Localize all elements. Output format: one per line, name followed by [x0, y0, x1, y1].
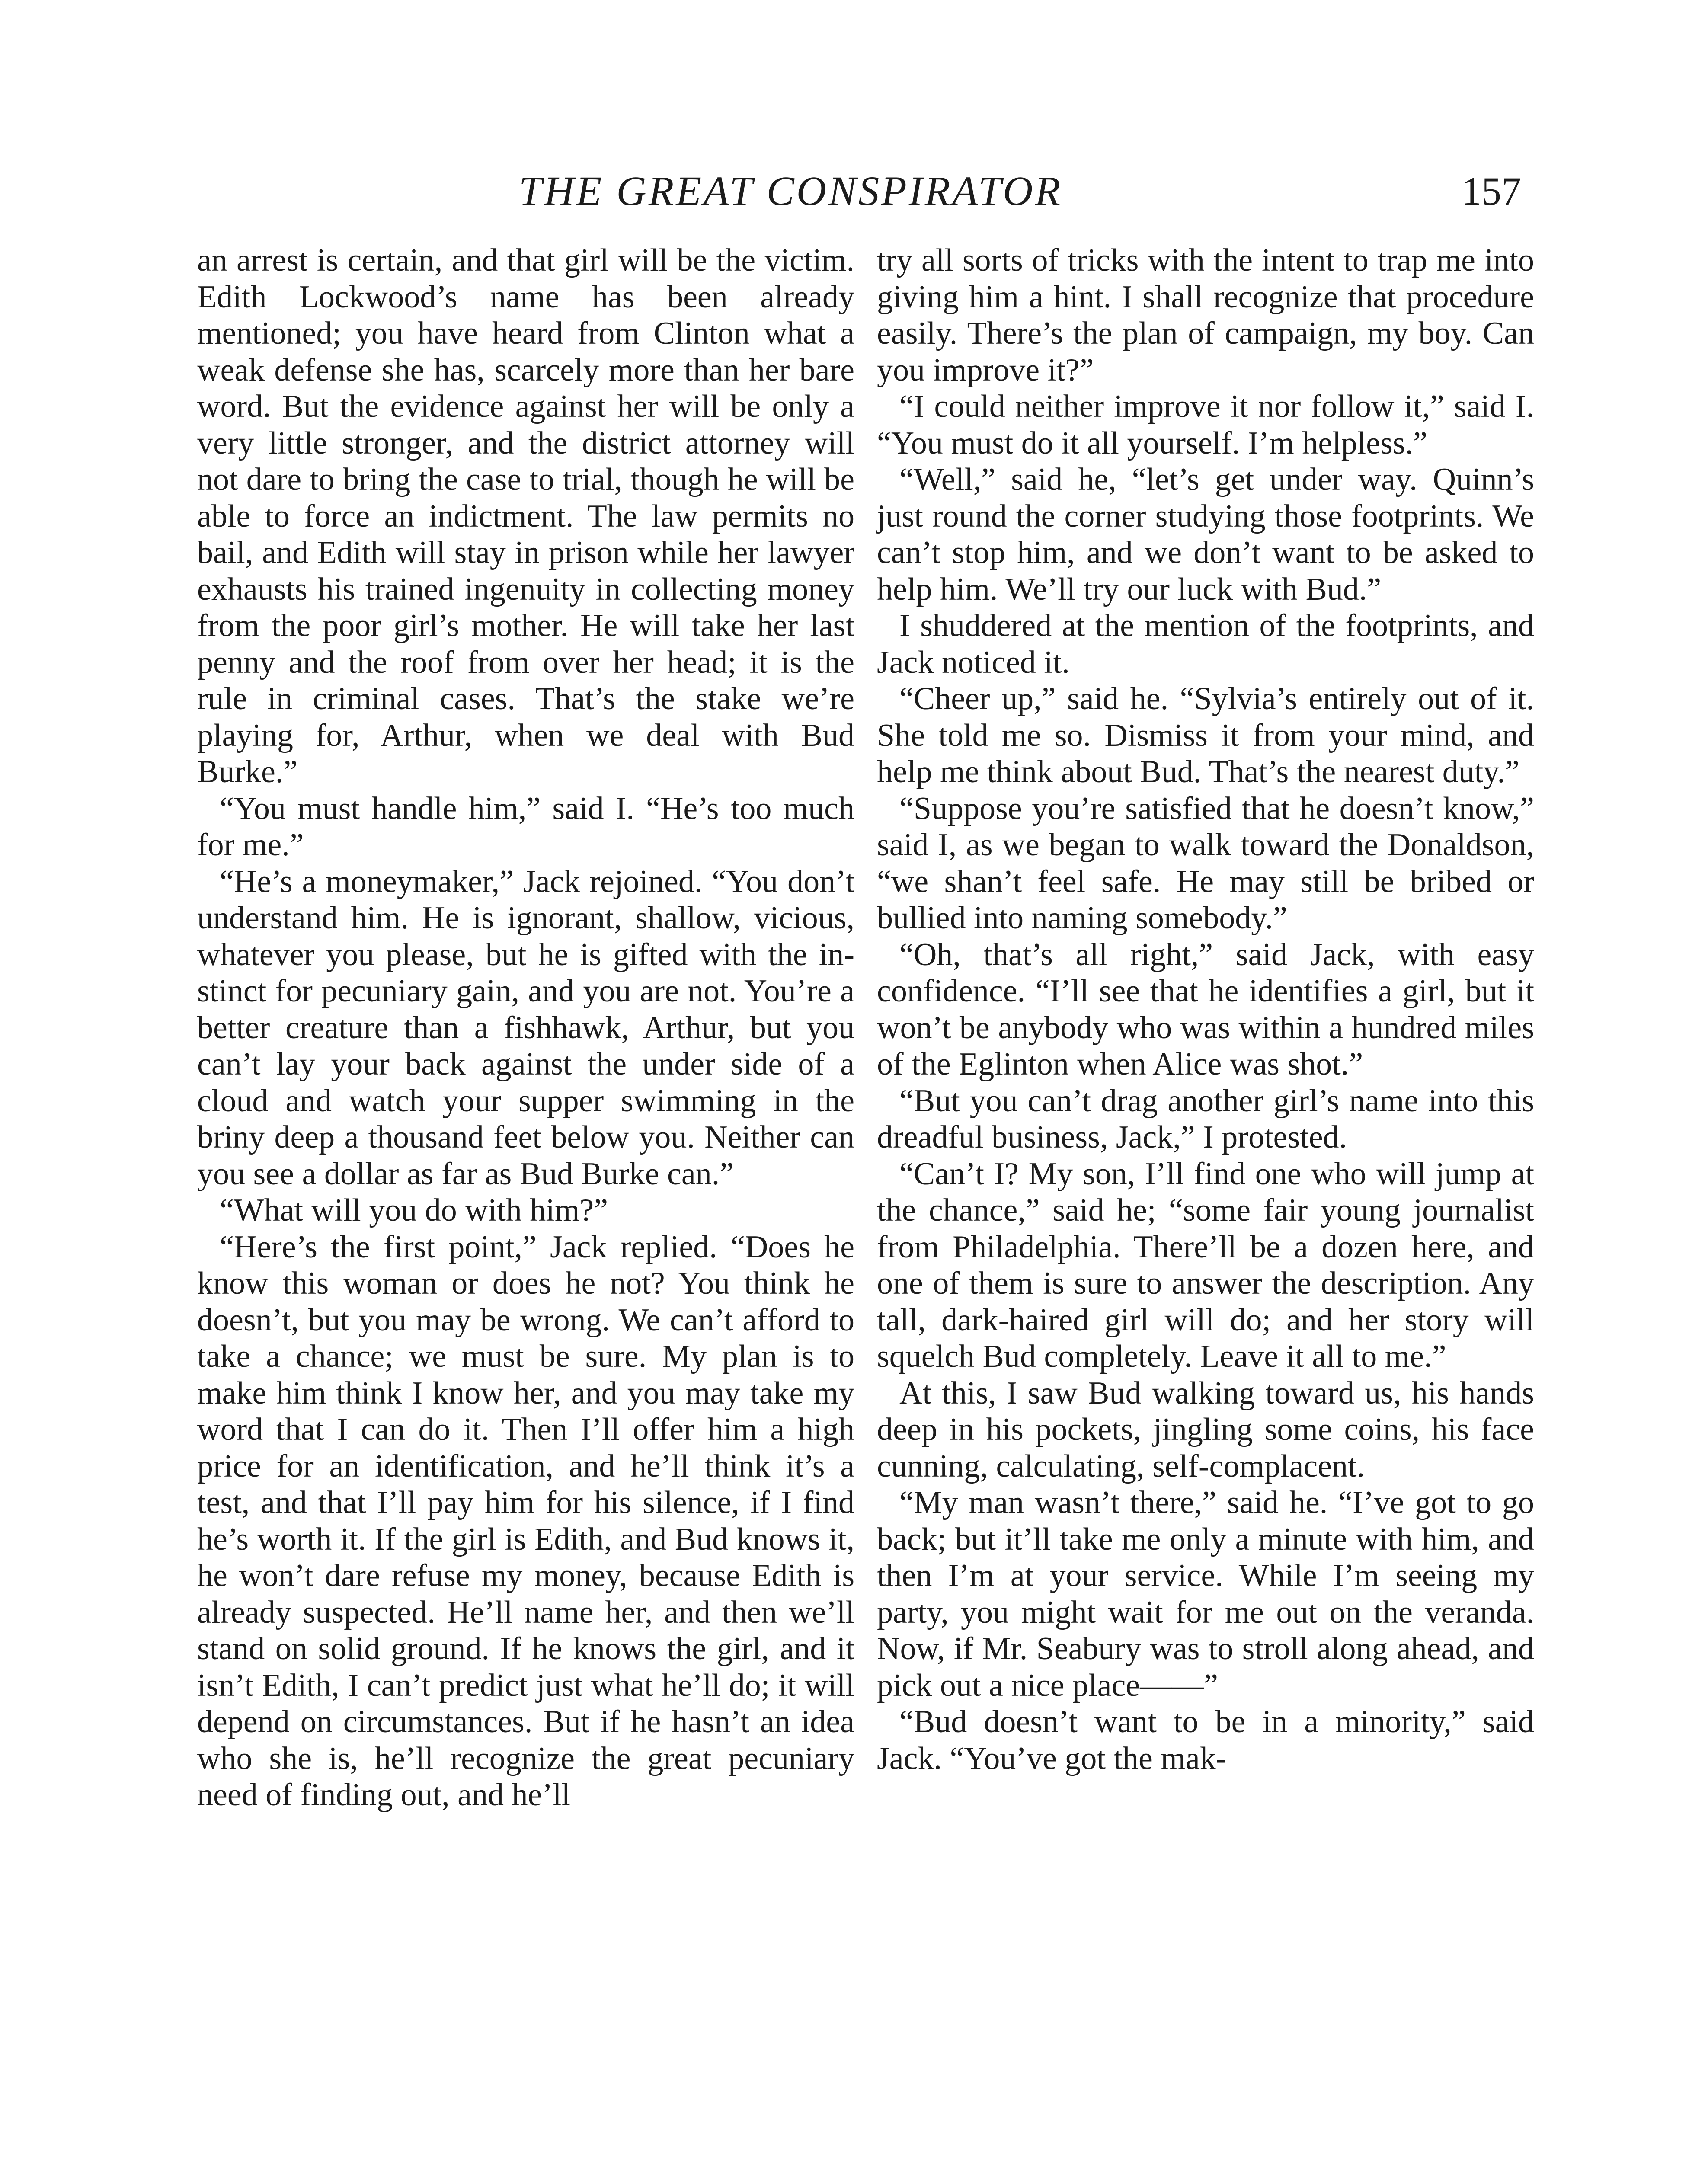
page-number: 157: [1462, 169, 1521, 213]
paragraph: I shuddered at the mention of the footprints, and Jack noticed it.: [877, 608, 1534, 680]
paragraph: “My man wasn’t there,” said he. “I’ve got to go back; but it’ll take me only a minute with him, and then I’m at your service. While I’m seeing my party, you might wait for me out on the veranda. Now, if Mr. Seabury was to stroll along ahead, and pick out a nice place——”: [877, 1485, 1534, 1703]
paragraph: “Here’s the first point,” Jack replied. “Does he know this woman or does he not? You think he doesn’t, but you may be wrong. We can’t afford to take a chance; we must be sure. My plan is to make him think I know her, and you may take my word that I can do it. Then I’ll offer him a high price for an identification, and he’ll think it’s a test, and that I’ll pay him for his silence, if I find he’s worth it. If the girl is Edith, and Bud knows it, he won’t dare refuse my money, because Edith is already suspected. He’ll name her, and then we’ll stand on solid ground. If he knows the girl, and it isn’t Edith, I can’t predict just what he’ll do; it will depend on circumstances. But if he hasn’t an idea who she is, he’ll recognize the great pecuniary need of finding out, and he’ll: [197, 1229, 854, 1813]
running-title: THE GREAT CONSPIRATOR: [519, 168, 1063, 214]
paragraph: “But you can’t drag another girl’s name into this dreadful business, Jack,” I protested.: [877, 1083, 1534, 1155]
paragraph: “You must handle him,” said I. “He’s too much for me.”: [197, 790, 854, 863]
paragraph: “Oh, that’s all right,” said Jack, with easy confidence. “I’ll see that he identifies a girl, but it won’t be anybody who was within a hundred miles of the Eglinton when Alice was shot.”: [877, 937, 1534, 1082]
paragraph: try all sorts of tricks with the intent to trap me into giving him a hint. I shall recognize that procedure easily. There’s the plan of campaign, my boy. Can you improve it?”: [877, 243, 1534, 388]
right-column: [877, 242, 1534, 1777]
running-head: [0, 161, 1708, 221]
paragraph: “Cheer up,” said he. “Sylvia’s entirely out of it. She told me so. Dismiss it from your mind, and help me think about Bud. That’s the nearest duty.”: [877, 681, 1534, 790]
paragraph: an arrest is certain, and that girl will be the victim. Edith Lockwood’s name has been already mentioned; you have heard from Clinton what a weak defense she has, scarcely more than her bare word. But the evidence against her will be only a very little stronger, and the district attorney will not dare to bring the case to trial, though he will be able to force an indictment. The law permits no bail, and Edith will stay in prison while her lawyer exhausts his trained ingenuity in collecting money from the poor girl’s mother. He will take her last penny and the roof from over her head; it is the rule in criminal cases. That’s the stake we’re playing for, Arthur, when we deal with Bud Burke.”: [197, 243, 854, 790]
paragraph: “Bud doesn’t want to be in a minority,” said Jack. “You’ve got the mak-: [877, 1704, 1534, 1776]
paragraph: “I could neither improve it nor follow it,” said I. “You must do it all yourself. I’m helpless.”: [877, 389, 1534, 461]
paragraph: “Suppose you’re satisfied that he doesn’t know,” said I, as we began to walk toward the Donaldson, “we shan’t feel safe. He may still be bribed or bullied into naming somebody.”: [877, 790, 1534, 936]
paragraph: “Can’t I? My son, I’ll find one who will jump at the chance,” said he; “some fair young journalist from Philadelphia. There’ll be a dozen here, and one of them is sure to answer the description. Any tall, dark-haired girl will do; and her story will squelch Bud completely. Leave it all to me.”: [877, 1156, 1534, 1374]
paragraph: At this, I saw Bud walking toward us, his hands deep in his pockets, jingling some coins, his face cunning, calculating, self-complacent.: [877, 1375, 1534, 1484]
paragraph: “He’s a moneymaker,” Jack rejoined. “You don’t understand him. He is ignorant, shallow, vicious, whatever you please, but he is gifted with the instinct for pecuniary gain, and you are not. You’re a better creature than a fishhawk, Arthur, but you can’t lay your back against the under side of a cloud and watch your supper swimming in the briny deep a thousand feet below you. Neither can you see a dollar as far as Bud Burke can.”: [197, 864, 854, 1192]
left-column: [197, 242, 854, 1813]
paragraph: “Well,” said he, “let’s get under way. Quinn’s just round the corner studying those footprints. We can’t stop him, and we don’t want to be asked to help him. We’ll try our luck with Bud.”: [877, 462, 1534, 607]
paragraph: “What will you do with him?”: [220, 1193, 608, 1228]
